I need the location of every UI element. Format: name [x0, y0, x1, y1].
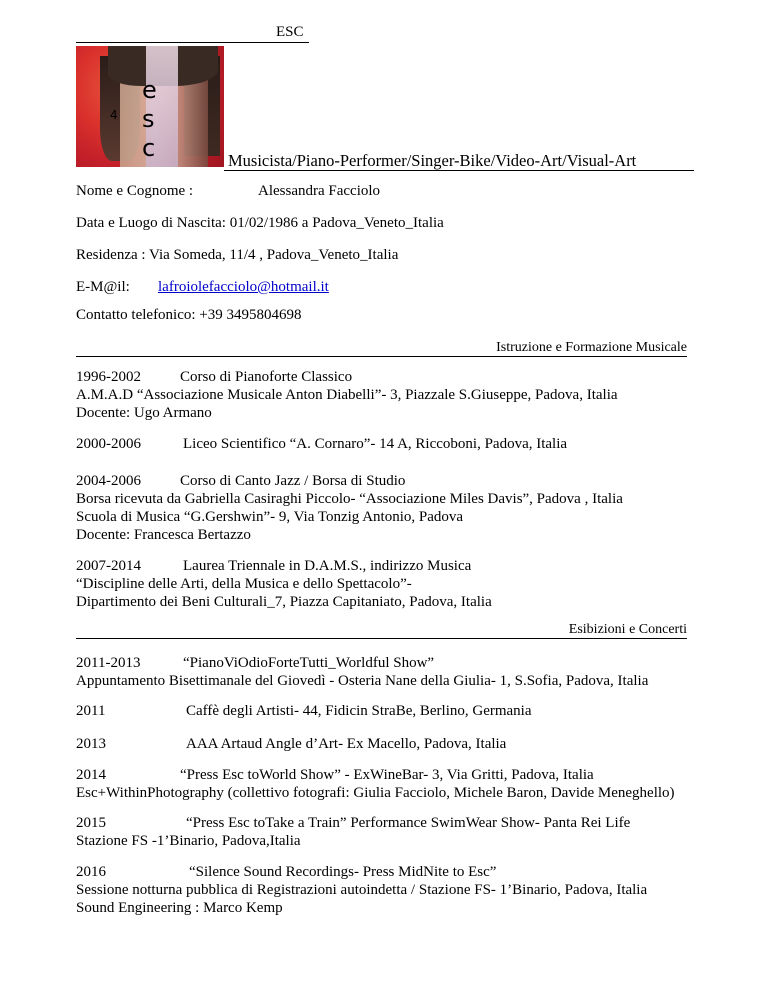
edu-4-title: Laurea Triennale in D.A.M.S., indirizzo Musica [183, 558, 472, 574]
phone-line: Contatto telefonico: +39 3495804698 [76, 307, 302, 323]
tagline-rule [224, 170, 694, 171]
edu-3-line-3: Docente: Francesca Bertazzo [76, 527, 251, 543]
con-6-years: 2016 [76, 864, 106, 880]
con-2-title: Caffè degli Artisti- 44, Fidicin StraBe, Berlino, Germania [186, 703, 532, 719]
edu-1-years: 1996-2002 [76, 369, 141, 385]
birth-line: Data e Luogo di Nascita: 01/02/1986 a Padova_Veneto_Italia [76, 215, 444, 231]
con-3-years: 2013 [76, 736, 106, 752]
con-4-line-1: Esc+WithinPhotography (collettivo fotografi: Giulia Facciolo, Michele Baron, Davide Meneghello) [76, 785, 675, 801]
con-5-title: “Press Esc toTake a Train” Performance SwimWear Show- Panta Rei Life [186, 815, 631, 831]
edu-3-line-2: Scuola di Musica “G.Gershwin”- 9, Via Tonzig Antonio, Padova [76, 509, 464, 525]
edu-1-line-1: A.M.A.D “Associazione Musicale Anton Diabelli”- 3, Piazzale S.Giuseppe, Padova, Italia [76, 387, 618, 403]
concerts-rule [76, 638, 687, 639]
edu-3-line-1: Borsa ricevuta da Gabriella Casiraghi Piccolo- “Associazione Miles Davis”, Padova , Italia [76, 491, 623, 507]
con-4-years: 2014 [76, 767, 106, 783]
logo-letter-s: s [142, 105, 155, 133]
con-6-line-1: Sessione notturna pubblica di Registrazioni autoindetta / Stazione FS- 1’Binario, Padova, Italia [76, 882, 648, 898]
edu-4-line-1: “Discipline delle Arti, della Musica e dello Spettacolo”- [76, 576, 412, 592]
con-5-line-1: Stazione FS -1’Binario, Padova,Italia [76, 833, 301, 849]
tagline: Musicista/Piano-Performer/Singer-Bike/Video-Art/Visual-Art [228, 151, 637, 170]
edu-2-years: 2000-2006 [76, 436, 141, 452]
con-1-years: 2011-2013 [76, 655, 141, 671]
name-value: Alessandra Facciolo [258, 183, 381, 199]
logo-letter-e: e [142, 76, 157, 104]
edu-3-title: Corso di Canto Jazz / Borsa di Studio [180, 473, 406, 489]
con-6-title: “Silence Sound Recordings- Press MidNite to Esc” [189, 864, 497, 880]
edu-3-years: 2004-2006 [76, 473, 141, 489]
education-heading: Istruzione e Formazione Musicale [496, 340, 687, 355]
edu-1-line-2: Docente: Ugo Armano [76, 405, 212, 421]
header-rule [76, 42, 309, 43]
logo-letter-c: c [142, 134, 156, 162]
con-1-line-1: Appuntamento Bisettimanale del Giovedì - Osteria Nane della Giulia- 1, S.Sofia, Padova, Italia [76, 673, 649, 689]
con-1-title: “PianoViOdioForteTutti_Worldful Show” [183, 655, 435, 671]
email-label: E-M@il: [76, 279, 130, 295]
edu-1-title: Corso di Pianoforte Classico [180, 369, 353, 385]
con-4-title: “Press Esc toWorld Show” - ExWineBar- 3, Via Gritti, Padova, Italia [180, 767, 594, 783]
edu-4-line-2: Dipartimento dei Beni Culturali_7, Piazza Capitaniato, Padova, Italia [76, 594, 492, 610]
con-2-years: 2011 [76, 703, 106, 719]
residence-line: Residenza : Via Someda, 11/4 , Padova_Veneto_Italia [76, 247, 399, 263]
edu-2-title: Liceo Scientifico “A. Cornaro”- 14 A, Riccoboni, Padova, Italia [183, 436, 568, 452]
education-rule [76, 356, 687, 357]
header-code: ESC [276, 24, 304, 40]
concerts-heading: Esibizioni e Concerti [568, 622, 687, 637]
con-5-years: 2015 [76, 815, 106, 831]
edu-4-years: 2007-2014 [76, 558, 141, 574]
name-label: Nome e Cognome : [76, 183, 194, 199]
esc-logo-image [76, 46, 224, 167]
logo-corner-mark: 4 [110, 108, 118, 122]
email-link[interactable]: lafroiolefacciolo@hotmail.it [158, 279, 329, 295]
con-6-line-2: Sound Engineering : Marco Kemp [76, 900, 283, 916]
con-3-title: AAA Artaud Angle d’Art- Ex Macello, Padova, Italia [186, 736, 507, 752]
